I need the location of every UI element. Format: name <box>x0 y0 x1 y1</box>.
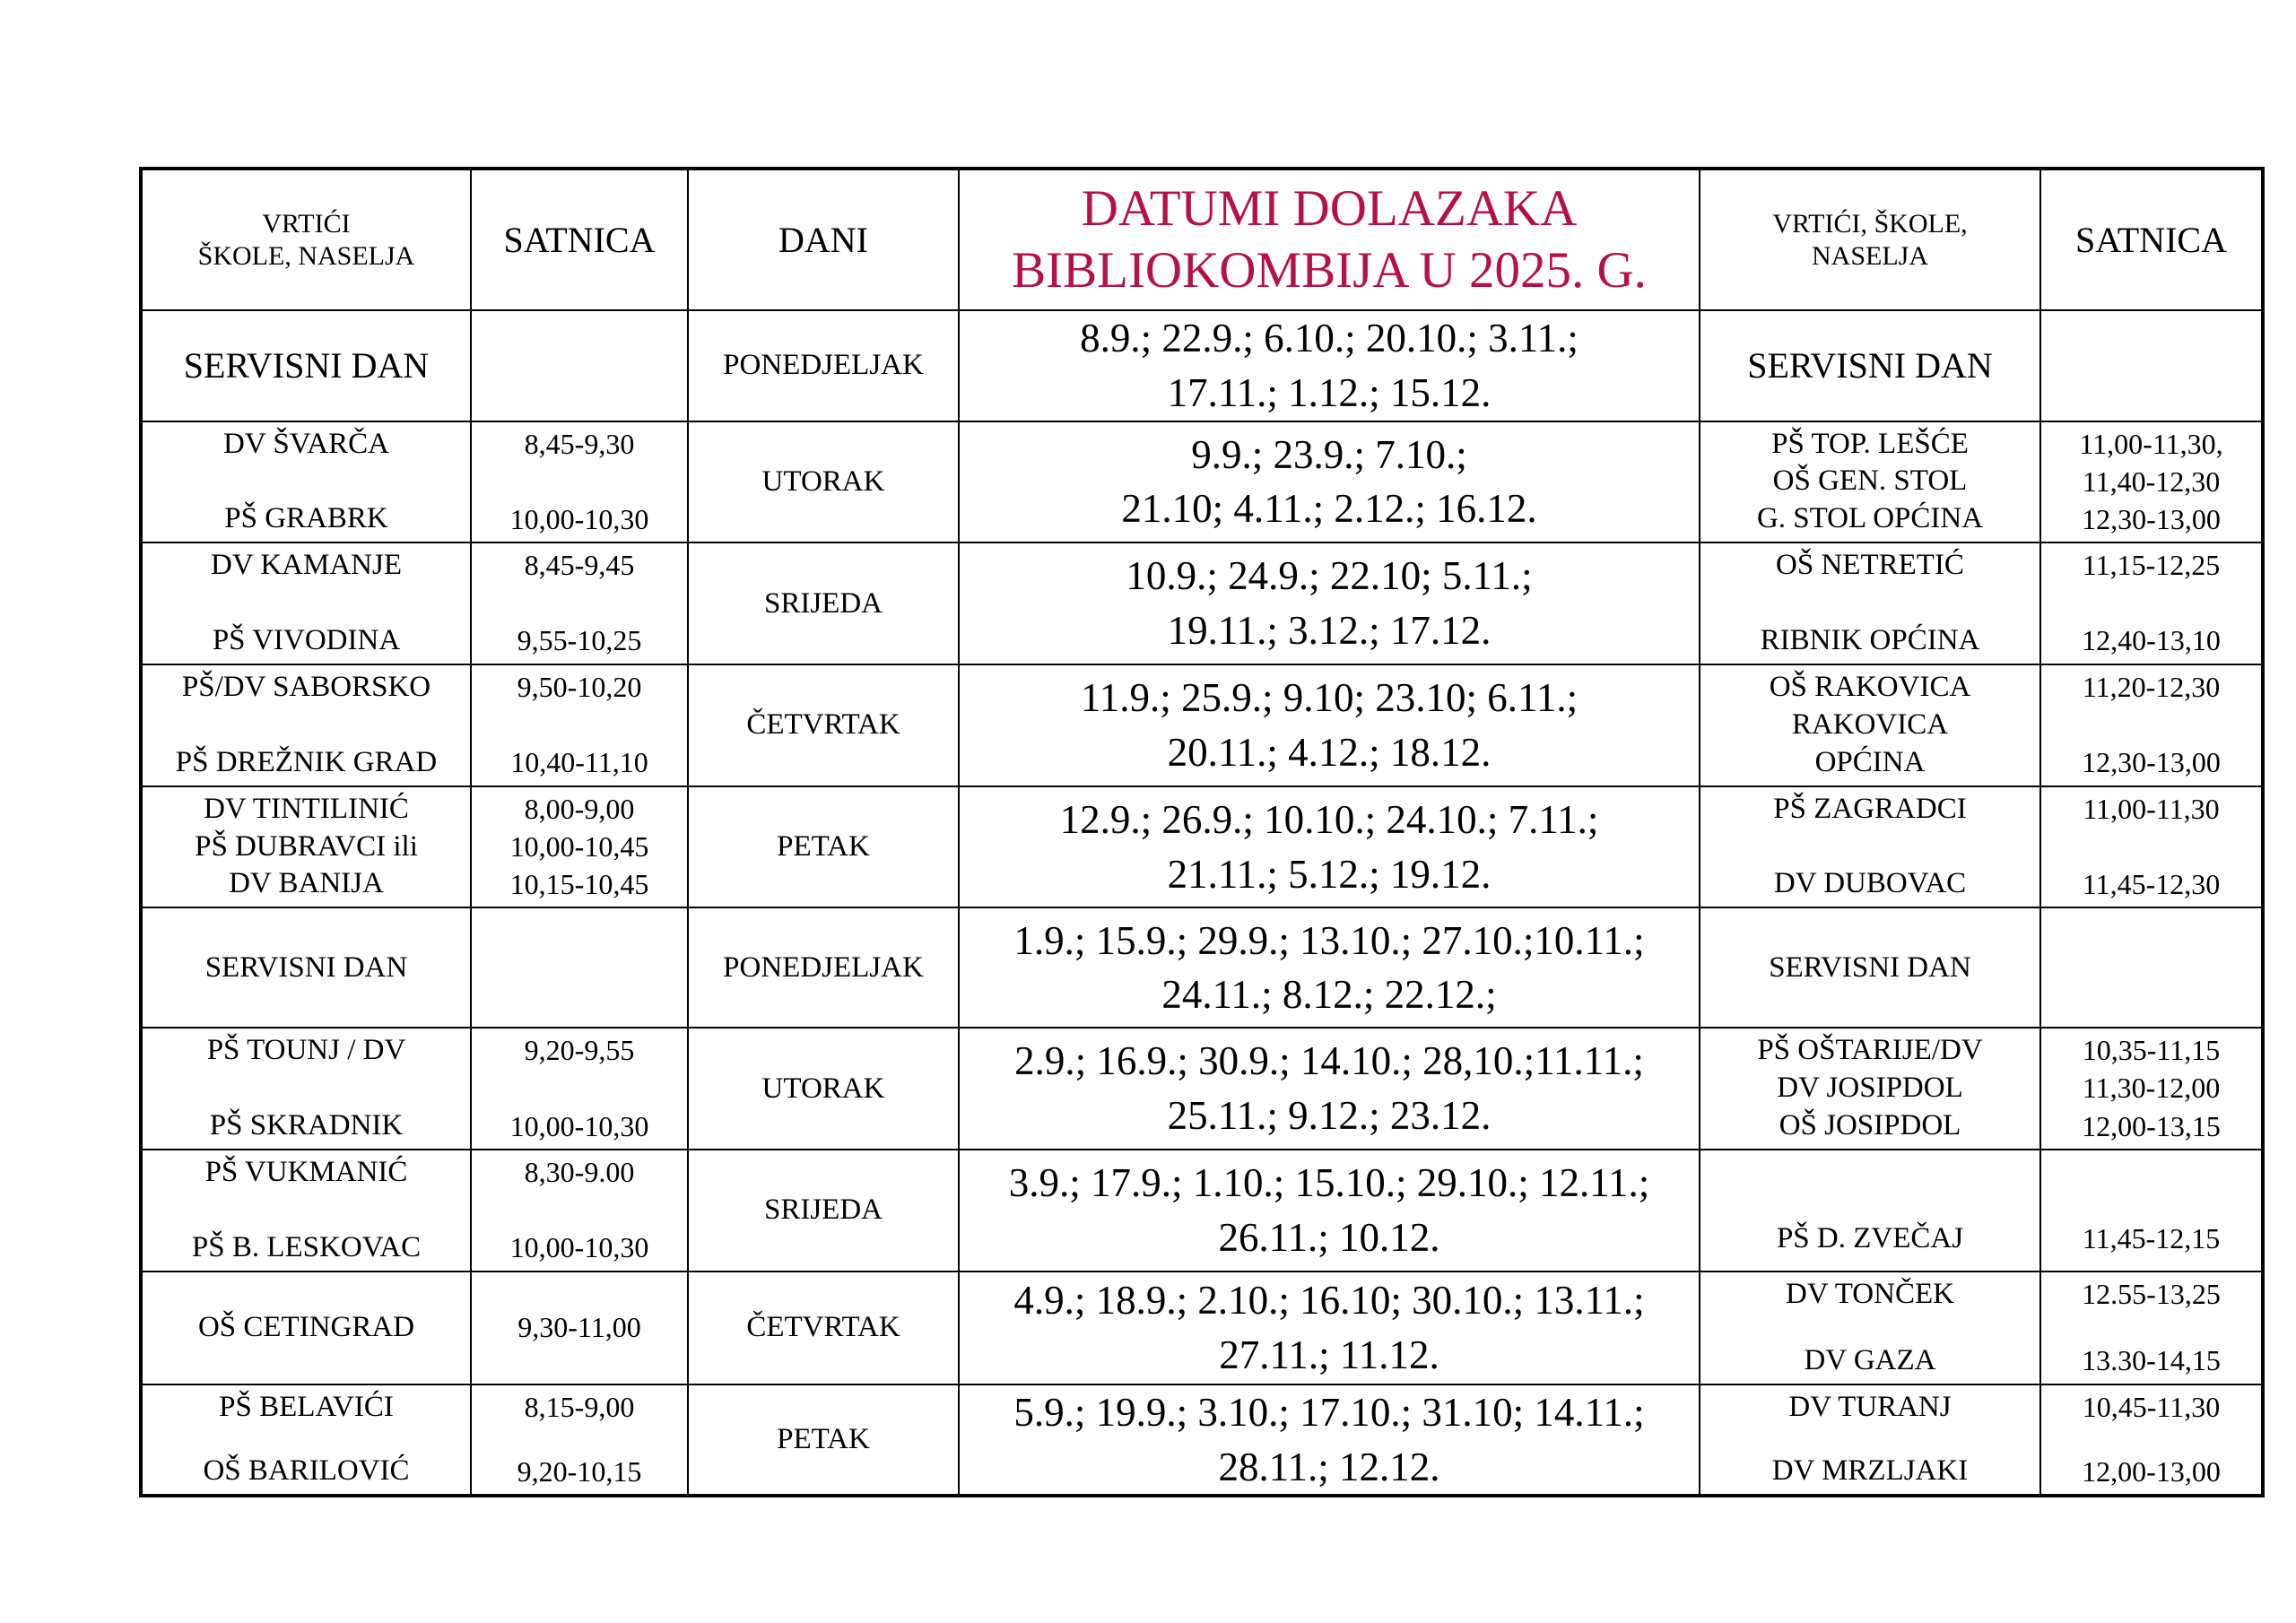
location-left-cell <box>141 1384 471 1497</box>
time-slot <box>474 585 685 622</box>
time-slot-group <box>2041 543 2261 664</box>
location-name-group <box>143 1385 470 1495</box>
header-title <box>959 169 1700 310</box>
dates-cell <box>959 907 1700 1028</box>
time-slot: 11,15-12,25 <box>2082 549 2221 582</box>
dates-line: 24.11.; 8.12.; 22.12.; <box>1161 972 1497 1018</box>
location-left-cell <box>141 421 471 543</box>
location-name: OPĆINA <box>1814 745 1926 778</box>
dates-line: 2.9.; 16.9.; 30.9.; 14.10.; 28,10.;11.11.; <box>1014 1038 1644 1084</box>
location-name-group <box>1700 665 2039 785</box>
time-slot <box>474 1192 685 1229</box>
time-slot: 8,45-9,30 <box>524 427 635 460</box>
dates-line: 28.11.; 12.12. <box>1218 1444 1440 1489</box>
dates-line: 21.11.; 5.12.; 19.12. <box>1167 851 1492 897</box>
time-slot: 10,15-10,45 <box>509 867 649 900</box>
day-cell: PETAK <box>688 1384 959 1497</box>
time-right-cell <box>2040 1150 2263 1271</box>
time-slot: 11,45-12,30 <box>2082 867 2221 900</box>
header-days: DANI <box>688 169 959 310</box>
schedule-row <box>141 786 2263 908</box>
location-name: PŠ ZAGRADCI <box>1773 792 1967 825</box>
location-name: OŠ GEN. STOL <box>1772 464 1968 498</box>
dates-line: 12.9.; 26.9.; 10.10.; 24.10.; 7.11.; <box>1059 796 1599 842</box>
dates-cell <box>959 786 1700 908</box>
dates-line: 3.9.; 17.9.; 1.10.; 15.10.; 29.10.; 12.11.; <box>1008 1160 1650 1206</box>
time-slot: 9,50-10,20 <box>517 670 642 703</box>
dates-line: 21.10; 4.11.; 2.12.; 16.12. <box>1121 486 1537 532</box>
time-slot: 10,00-10,30 <box>509 502 649 535</box>
location-right-cell: SERVISNI DAN <box>1700 907 2040 1028</box>
time-slot: 8,30-9.00 <box>524 1156 635 1189</box>
location-name: PŠ BELAVIĆI <box>219 1390 394 1423</box>
location-name-group <box>143 422 470 542</box>
location-name: DV JOSIPDOL <box>1777 1072 1963 1105</box>
header-locations-right <box>1700 169 2040 310</box>
time-left-cell <box>471 542 688 664</box>
dates-line: 20.11.; 4.12.; 18.12. <box>1167 729 1492 775</box>
location-right-cell <box>1700 664 2040 786</box>
location-name-group <box>143 543 470 664</box>
location-name <box>144 1070 468 1107</box>
time-right-cell <box>2040 907 2263 1028</box>
time-right-cell <box>2040 664 2263 786</box>
time-slot-group <box>472 665 687 785</box>
day-cell: SRIJEDA <box>688 1150 959 1271</box>
time-slot: 9,20-10,15 <box>517 1454 642 1488</box>
time-slot: 12.55-13,25 <box>2082 1277 2221 1310</box>
header-row <box>141 169 2263 310</box>
location-name: PŠ DUBRAVCI ili <box>195 829 418 863</box>
location-name-group <box>143 1150 470 1271</box>
location-name-group <box>1700 422 2039 542</box>
location-name: OŠ JOSIPDOL <box>1779 1109 1961 1142</box>
time-left-cell <box>471 1384 688 1497</box>
time-slot: 9,30-11,00 <box>517 1311 641 1344</box>
day-cell: ČETVRTAK <box>688 1271 959 1384</box>
dates-line: 27.11.; 11.12. <box>1219 1332 1439 1377</box>
dates-line: 4.9.; 18.9.; 2.10.; 16.10; 30.10.; 13.11.; <box>1013 1278 1645 1324</box>
time-slot-group <box>2041 1272 2261 1384</box>
location-left-cell <box>141 542 471 664</box>
location-name: PŠ DREŽNIK GRAD <box>175 745 438 778</box>
time-slot-group <box>2041 422 2261 542</box>
dates-cell <box>959 1028 1700 1150</box>
time-slot <box>2043 707 2259 744</box>
time-slot: 13.30-14,15 <box>2082 1344 2221 1377</box>
day-cell: UTORAK <box>688 1028 959 1150</box>
time-slot-group <box>472 422 687 542</box>
location-name: DV GAZA <box>1804 1343 1936 1376</box>
location-name-group <box>143 1028 470 1149</box>
dates-cell <box>959 1384 1700 1497</box>
location-name: PŠ VIVODINA <box>212 624 401 657</box>
location-name <box>144 585 468 622</box>
time-slot: 12,40-13,10 <box>2082 624 2221 657</box>
location-name-group <box>1700 1385 2039 1495</box>
location-left-cell <box>141 1150 471 1271</box>
location-name: PŠ/DV SABORSKO <box>181 670 431 703</box>
location-name: DV DUBOVAC <box>1773 867 1967 900</box>
location-right-cell <box>1700 1150 2040 1271</box>
time-slot: 9,20-9,55 <box>524 1034 635 1067</box>
location-right-cell <box>1700 1271 2040 1384</box>
time-right-cell <box>2040 1271 2263 1384</box>
dates-line: 19.11.; 3.12.; 17.12. <box>1167 608 1492 654</box>
time-slot-group <box>2041 665 2261 785</box>
location-name: OŠ NETRETIĆ <box>1776 549 1964 582</box>
dates-cell <box>959 310 1700 421</box>
location-left-cell <box>141 664 471 786</box>
location-name-group <box>1700 1028 2039 1149</box>
schedule-row <box>141 907 2263 1028</box>
dates-cell <box>959 421 1700 543</box>
header-schedule-right: SATNICA <box>2040 169 2263 310</box>
time-slot-group <box>472 543 687 664</box>
time-slot-group <box>472 1385 687 1495</box>
time-slot <box>2043 585 2259 622</box>
time-slot: 10,00-10,30 <box>509 1231 649 1264</box>
dates-line: 11.9.; 25.9.; 9.10; 23.10; 6.11.; <box>1080 675 1578 721</box>
location-name: OŠ RAKOVICA <box>1769 670 1971 703</box>
location-name: DV MRZLJAKI <box>1771 1454 1969 1488</box>
schedule-row <box>141 664 2263 786</box>
location-name: PŠ TOP. LEŠĆE <box>1771 427 1969 460</box>
time-slot: 8,45-9,45 <box>524 549 635 582</box>
time-slot-group <box>472 787 687 907</box>
location-left-cell <box>141 1271 471 1384</box>
time-right-cell <box>2040 1028 2263 1150</box>
time-slot-group <box>2041 787 2261 907</box>
time-left-cell <box>471 664 688 786</box>
dates-line: 17.11.; 1.12.; 15.12. <box>1167 369 1492 415</box>
location-left-cell <box>141 786 471 908</box>
time-slot: 12,30-13,00 <box>2082 502 2221 535</box>
time-slot: 11,20-12,30 <box>2082 670 2221 703</box>
time-slot: 11,40-12,30 <box>2082 464 2221 498</box>
location-left-cell: SERVISNI DAN <box>141 310 471 421</box>
location-right-cell <box>1700 1028 2040 1150</box>
schedule-row <box>141 542 2263 664</box>
location-name: PŠ GRABRK <box>224 502 388 535</box>
schedule-row <box>141 1384 2263 1497</box>
time-slot: 11,45-12,15 <box>2082 1222 2221 1255</box>
location-name: OŠ BARILOVIĆ <box>203 1454 410 1488</box>
header-locations <box>141 169 471 310</box>
schedule-table <box>139 167 2265 1497</box>
dates-line: 5.9.; 19.9.; 3.10.; 17.10.; 31.10; 14.11.; <box>1013 1389 1645 1435</box>
time-right-cell <box>2040 1384 2263 1497</box>
time-right-cell <box>2040 421 2263 543</box>
location-name-group <box>143 787 470 907</box>
time-slot-group <box>472 1150 687 1271</box>
dates-line: 10.9.; 24.9.; 22.10; 5.11.; <box>1126 553 1533 599</box>
time-left-cell <box>471 907 688 1028</box>
schedule-row <box>141 1028 2263 1150</box>
time-left-cell <box>471 421 688 543</box>
location-left-cell: SERVISNI DAN <box>141 907 471 1028</box>
time-slot: 10,35-11,15 <box>2082 1034 2221 1067</box>
schedule-row <box>141 1271 2263 1384</box>
location-name: OŠ CETINGRAD <box>197 1310 415 1343</box>
location-name: DV ŠVARČA <box>223 427 389 460</box>
header-locations-right-line2: NASELJA <box>1811 240 1928 271</box>
time-slot: 12,00-13,15 <box>2082 1109 2221 1142</box>
location-right-cell <box>1700 1384 2040 1497</box>
time-left-cell <box>471 1150 688 1271</box>
schedule-row <box>141 1150 2263 1271</box>
dates-line: 26.11.; 10.12. <box>1218 1214 1440 1260</box>
location-left-cell <box>141 1028 471 1150</box>
day-cell: PETAK <box>688 786 959 908</box>
location-name: DV KAMANJE <box>211 549 402 582</box>
location-name-group <box>1700 543 2039 664</box>
schedule-row <box>141 310 2263 421</box>
time-slot-group <box>472 1272 687 1384</box>
dates-cell <box>959 1150 1700 1271</box>
time-slot: 12,00-13,00 <box>2082 1454 2221 1488</box>
location-name: PŠ OŠTARIJE/DV <box>1757 1034 1983 1067</box>
location-name-group <box>1700 787 2039 907</box>
day-cell: ČETVRTAK <box>688 664 959 786</box>
location-name: DV TONČEK <box>1786 1277 1954 1310</box>
location-name: PŠ SKRADNIK <box>209 1109 404 1142</box>
header-locations-line2: ŠKOLE, NASELJA <box>197 240 415 271</box>
time-slot-group <box>2041 1150 2261 1271</box>
location-name: DV TINTILINIĆ <box>204 792 409 825</box>
title-line1: DATUMI DOLAZAKA <box>1081 180 1578 238</box>
time-left-cell <box>471 786 688 908</box>
location-name: DV TURANJ <box>1788 1390 1952 1423</box>
time-slot <box>474 707 685 744</box>
dates-line: 1.9.; 15.9.; 29.9.; 13.10.; 27.10.;10.11.; <box>1013 917 1645 963</box>
location-right-cell <box>1700 542 2040 664</box>
location-name: PŠ VUKMANIĆ <box>204 1156 408 1189</box>
header-schedule: SATNICA <box>471 169 688 310</box>
location-name-group <box>143 665 470 785</box>
time-left-cell <box>471 310 688 421</box>
time-slot <box>474 1070 685 1107</box>
time-slot: 11,30-12,00 <box>2082 1072 2221 1105</box>
time-right-cell <box>2040 310 2263 421</box>
location-name-group <box>143 1272 470 1384</box>
location-name: G. STOL OPĆINA <box>1756 502 1984 535</box>
time-slot: 8,15-9,00 <box>524 1390 635 1423</box>
location-name: PŠ B. LESKOVAC <box>191 1230 422 1263</box>
dates-line: 9.9.; 23.9.; 7.10.; <box>1191 431 1467 477</box>
location-name: RAKOVICA <box>1791 707 1949 741</box>
day-cell: SRIJEDA <box>688 542 959 664</box>
location-name-group <box>1700 1272 2039 1384</box>
location-name-group <box>1700 1150 2039 1271</box>
location-name: PŠ TOUNJ / DV <box>206 1034 406 1067</box>
location-name <box>144 1192 468 1229</box>
dates-line: 25.11.; 9.12.; 23.12. <box>1167 1093 1492 1139</box>
day-cell: UTORAK <box>688 421 959 543</box>
time-slot: 10,40-11,10 <box>510 746 648 779</box>
time-left-cell <box>471 1028 688 1150</box>
dates-cell <box>959 542 1700 664</box>
location-right-cell: SERVISNI DAN <box>1700 310 2040 421</box>
day-cell: PONEDJELJAK <box>688 907 959 1028</box>
location-name: DV BANIJA <box>229 867 384 900</box>
time-slot: 11,00-11,30, <box>2079 427 2223 460</box>
time-slot-group <box>472 1028 687 1149</box>
schedule-row <box>141 421 2263 543</box>
time-slot <box>474 464 685 501</box>
day-cell: PONEDJELJAK <box>688 310 959 421</box>
dates-cell <box>959 664 1700 786</box>
location-name <box>144 707 468 744</box>
header-locations-right-line1: VRTIĆI, ŠKOLE, <box>1772 208 1968 239</box>
time-slot: 10,00-10,30 <box>509 1109 649 1142</box>
time-slot-group <box>2041 1385 2261 1495</box>
title-line2: BIBLIOKOMBIJA U 2025. G. <box>1012 241 1647 299</box>
location-right-cell <box>1700 786 2040 908</box>
location-name <box>1702 829 2038 866</box>
header-locations-line1: VRTIĆI <box>262 208 351 239</box>
dates-cell <box>959 1271 1700 1384</box>
time-left-cell <box>471 1271 688 1384</box>
time-slot-group <box>2041 1028 2261 1149</box>
location-name: PŠ D. ZVEČAJ <box>1776 1221 1964 1254</box>
dates-line: 8.9.; 22.9.; 6.10.; 20.10.; 3.11.; <box>1080 316 1578 360</box>
time-slot: 10,45-11,30 <box>2082 1390 2221 1423</box>
location-name: RIBNIK OPĆINA <box>1760 624 1980 657</box>
location-right-cell <box>1700 421 2040 543</box>
time-slot: 12,30-13,00 <box>2082 746 2221 779</box>
time-right-cell <box>2040 542 2263 664</box>
location-name <box>144 463 468 500</box>
time-slot: 11,00-11,30 <box>2083 792 2220 825</box>
time-slot <box>2043 829 2259 866</box>
location-name <box>1702 585 2038 622</box>
time-slot: 10,00-10,45 <box>509 829 649 863</box>
time-slot: 9,55-10,25 <box>517 624 642 657</box>
time-right-cell <box>2040 786 2263 908</box>
time-slot: 8,00-9,00 <box>524 792 635 825</box>
